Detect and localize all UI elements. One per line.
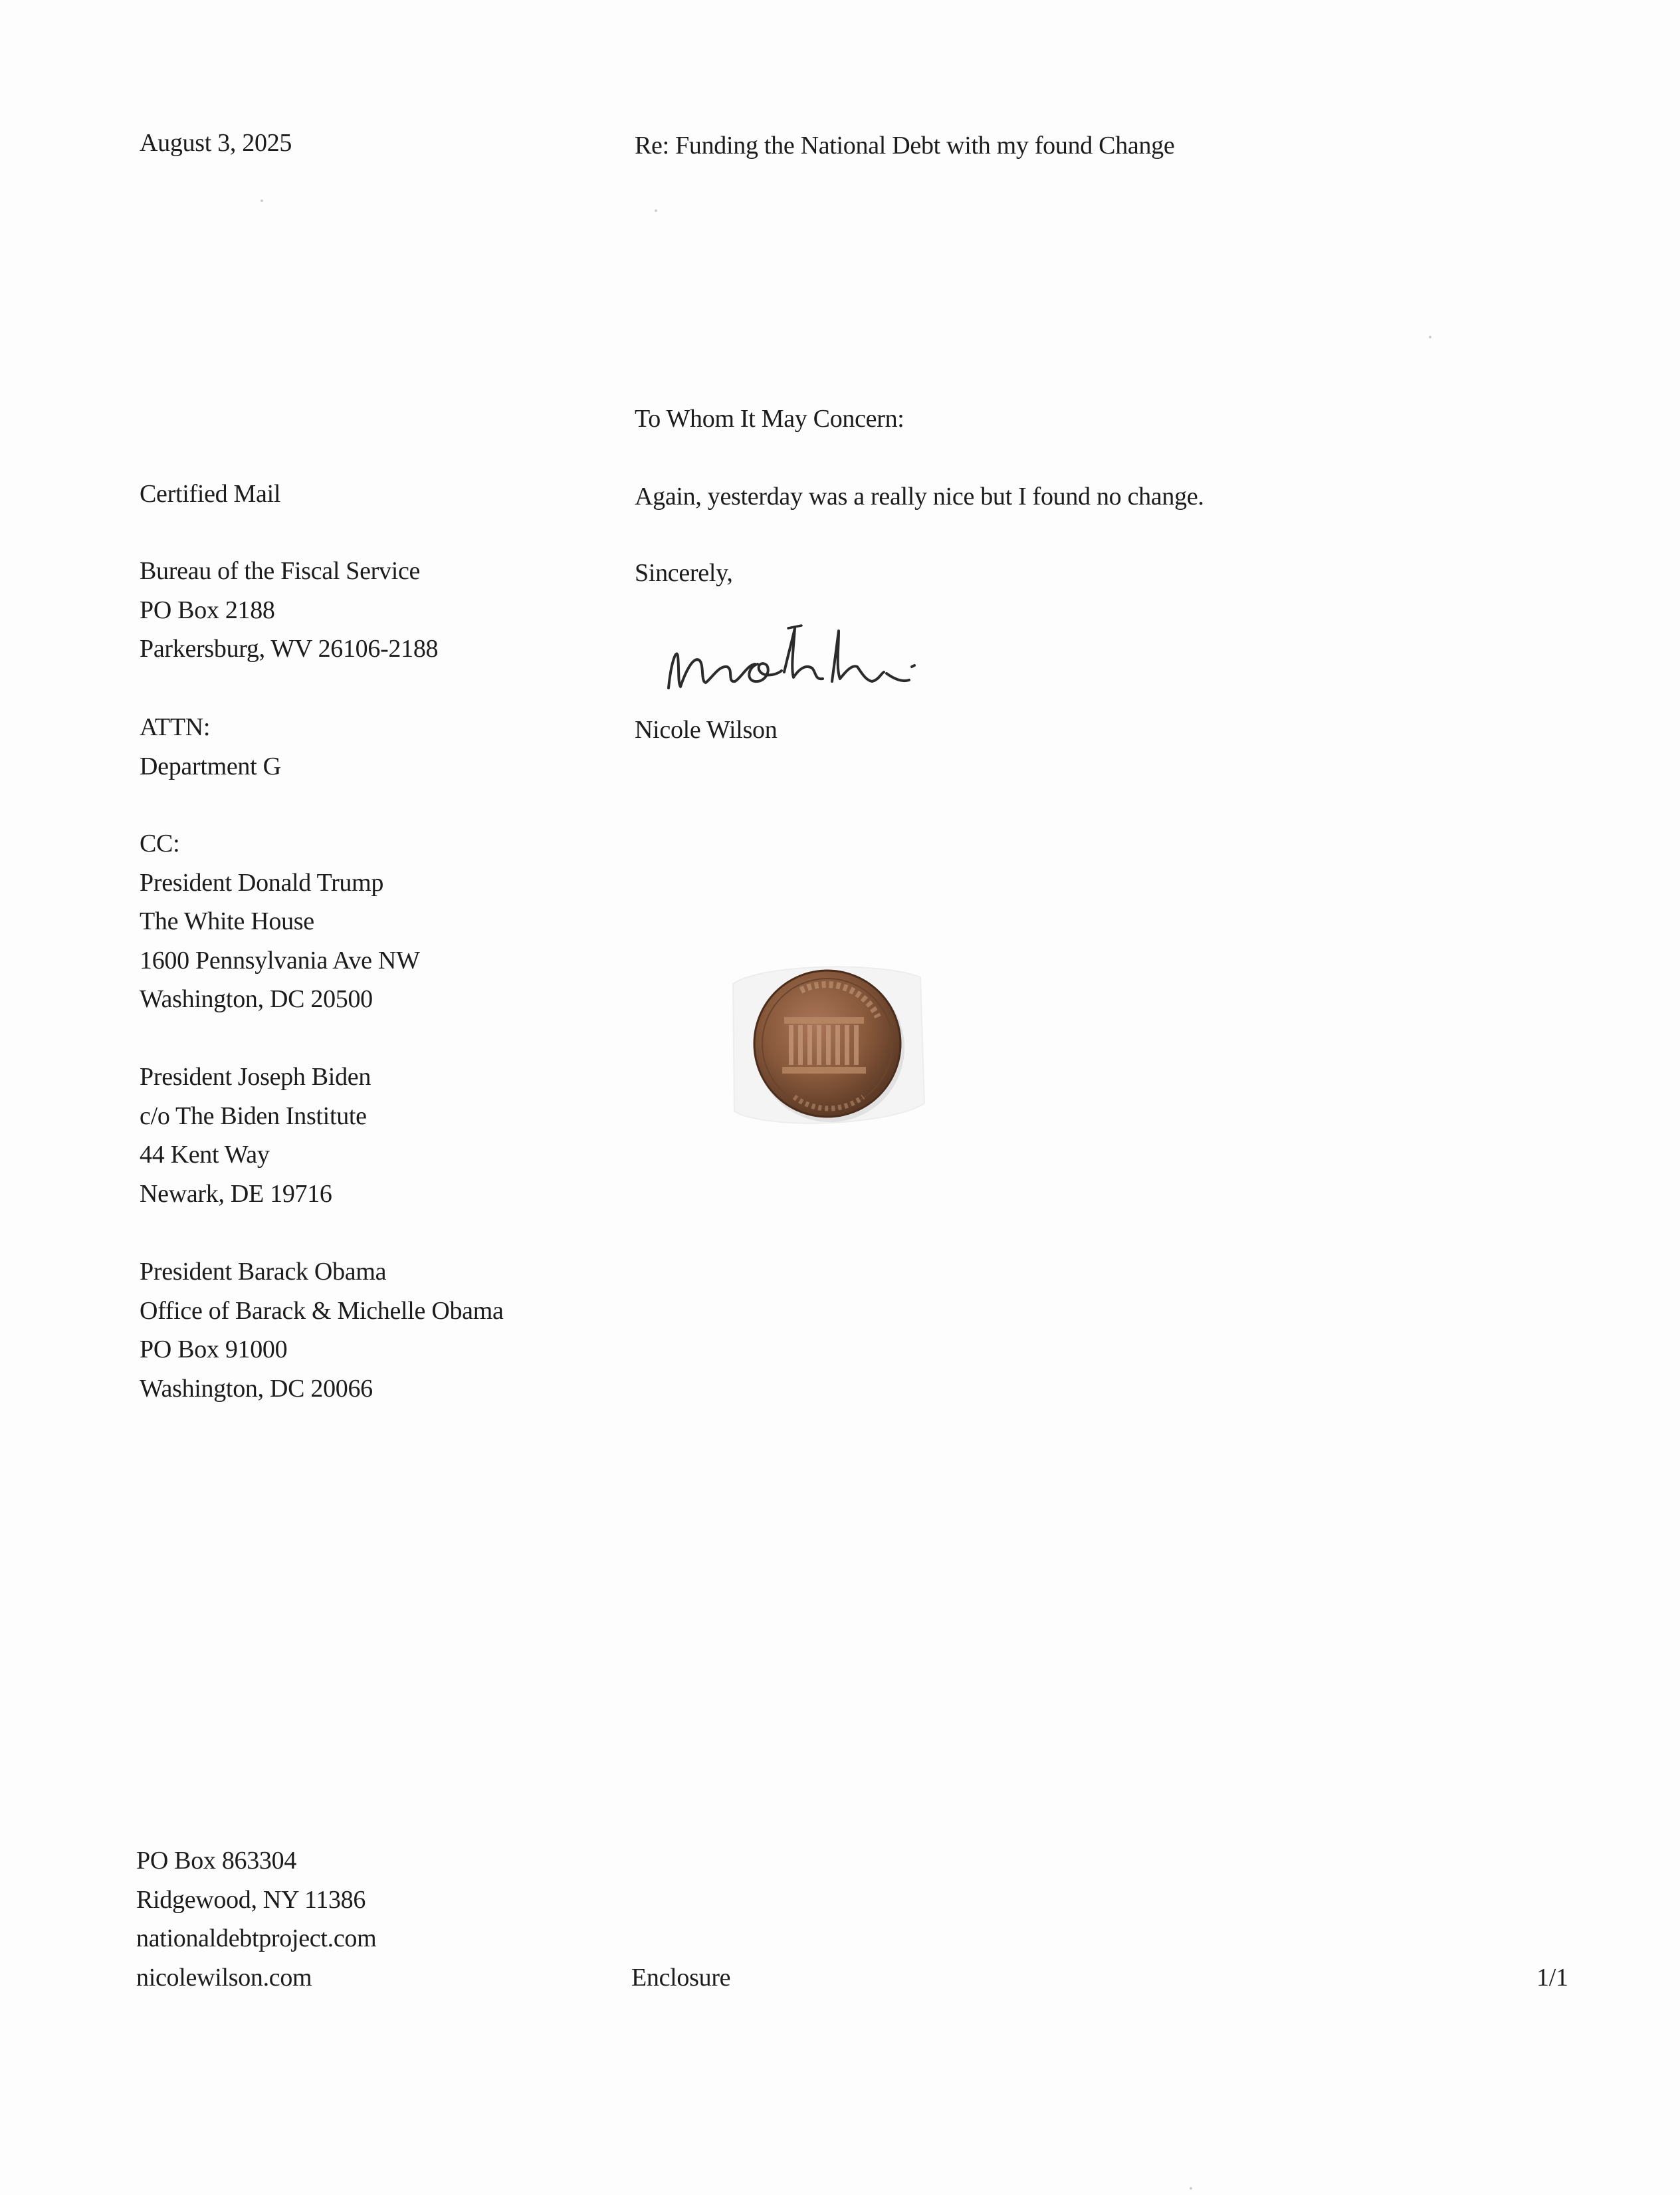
enclosure-label: Enclosure: [631, 1964, 731, 1992]
cc-line: President Donald Trump: [140, 868, 384, 897]
cc-line: Washington, DC 20066: [140, 1374, 373, 1403]
mail-type: Certified Mail: [140, 480, 281, 508]
letter-subject: Re: Funding the National Debt with my found Change: [635, 132, 1175, 160]
scan-speck: [261, 199, 263, 202]
cc-line: The White House: [140, 907, 314, 935]
recipient-line: Bureau of the Fiscal Service: [140, 557, 421, 585]
attn-line: Department G: [140, 752, 281, 780]
signature-name: Nicole Wilson: [635, 716, 778, 744]
attention-block: [140, 708, 281, 786]
cc-line: President Barack Obama: [140, 1258, 387, 1286]
sender-line: PO Box 863304: [136, 1847, 297, 1875]
closing: Sincerely,: [635, 559, 733, 587]
cc-block: [140, 824, 420, 1019]
sender-line: nationaldebtproject.com: [136, 1924, 377, 1952]
cc-line: Office of Barack & Michelle Obama: [140, 1296, 504, 1325]
cc-line: 1600 Pennsylvania Ave NW: [140, 946, 420, 975]
cc-recipient-biden: [140, 1058, 371, 1213]
scan-speck: [655, 209, 657, 212]
sender-address: [136, 1841, 376, 1997]
recipient-line: PO Box 2188: [140, 596, 275, 624]
sender-line: nicolewilson.com: [136, 1963, 312, 1992]
recipient-line: Parkersburg, WV 26106-2188: [140, 635, 439, 663]
cc-recipient-obama: [140, 1252, 504, 1408]
scan-speck: [1429, 336, 1431, 338]
cc-line: Washington, DC 20500: [140, 985, 373, 1013]
body-paragraph: Again, yesterday was a really nice but I found no change.: [635, 483, 1204, 511]
cc-line: President Joseph Biden: [140, 1063, 371, 1091]
recipient-address: [140, 552, 438, 669]
cc-line: Newark, DE 19716: [140, 1179, 332, 1208]
attn-line: ATTN:: [140, 713, 211, 741]
cc-line: c/o The Biden Institute: [140, 1101, 367, 1130]
cc-label: CC:: [140, 830, 180, 858]
cc-line: 44 Kent Way: [140, 1141, 270, 1169]
handwritten-signature: [658, 608, 977, 708]
scan-speck: [1190, 2187, 1192, 2190]
cc-line: PO Box 91000: [140, 1335, 288, 1363]
letter-date: August 3, 2025: [140, 129, 292, 157]
page-number: 1/1: [1536, 1964, 1568, 1992]
salutation: To Whom It May Concern:: [635, 405, 904, 433]
sender-line: Ridgewood, NY 11386: [136, 1885, 366, 1914]
penny-coin-image: [721, 937, 934, 1150]
